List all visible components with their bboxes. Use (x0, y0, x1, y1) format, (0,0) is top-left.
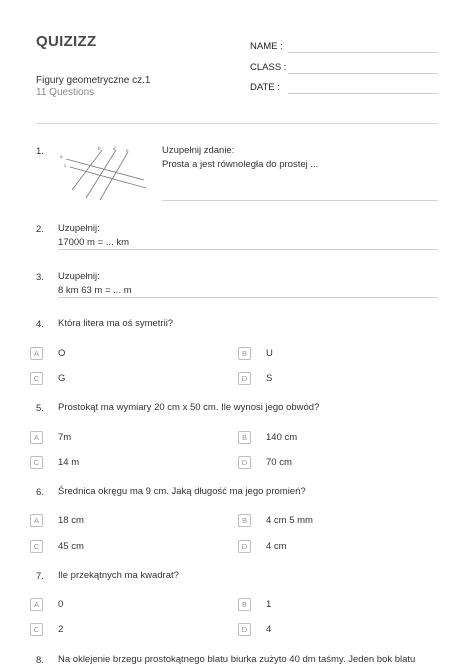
question-2-line-2: 17000 m = ... km (58, 237, 130, 248)
option-b-text: 1 (266, 599, 272, 610)
option-b-text: 4 cm 5 mm (266, 515, 313, 526)
option-a-box[interactable]: A (30, 514, 43, 527)
option-d-box[interactable]: D (238, 540, 251, 553)
option-a-text: O (58, 348, 66, 359)
question-8-number: 8. (36, 655, 44, 666)
option-a-box[interactable]: A (30, 347, 43, 360)
question-2-number: 2. (36, 224, 44, 235)
question-6-text: Średnica okręgu ma 9 cm. Jaką długość ma jego promień? (58, 486, 306, 497)
option-b-box[interactable]: B (238, 598, 251, 611)
option-b-text: 140 cm (266, 432, 298, 443)
option-c-box[interactable]: C (30, 372, 43, 385)
name-field[interactable] (288, 52, 438, 53)
option-c-text: 45 cm (58, 541, 84, 552)
question-3-line-2: 8 km 63 m = ... m (58, 285, 132, 296)
option-b-text: U (266, 348, 273, 359)
class-field[interactable] (288, 73, 438, 74)
option-a-box[interactable]: A (30, 431, 43, 444)
question-3-number: 3. (36, 272, 44, 283)
question-7-number: 7. (36, 571, 44, 582)
option-c-box[interactable]: C (30, 623, 43, 636)
name-label: NAME : (250, 41, 283, 52)
question-1-answer-line[interactable] (162, 200, 438, 201)
option-b-box[interactable]: B (238, 431, 251, 444)
option-b-box[interactable]: B (238, 347, 251, 360)
class-label: CLASS : (250, 62, 287, 73)
question-1-line-2: Prosta a jest równoległa do prostej ... (162, 159, 319, 170)
figure-label-a: a (60, 154, 63, 159)
question-count: 11 Questions (36, 87, 95, 98)
option-a-text: 0 (58, 599, 64, 610)
option-c-text: 14 m (58, 457, 80, 468)
question-6-number: 6. (36, 487, 44, 498)
question-1-line-1: Uzupełnij zdanie: (162, 145, 235, 156)
option-d-text: 70 cm (266, 457, 292, 468)
option-a-text: 7m (58, 432, 72, 443)
option-a-box[interactable]: A (30, 598, 43, 611)
question-2-line-1: Uzupełnij: (58, 223, 100, 234)
figure-label-b: b (98, 146, 101, 151)
quizizz-logo: QUIZIZZ (36, 33, 97, 50)
figure-label-e: e (126, 148, 129, 153)
question-1-number: 1. (36, 146, 44, 157)
question-8-text: Na oklejenie brzegu prostokątnego blatu biurka zużyto 40 dm taśmy. Jeden bok blatu (58, 654, 416, 665)
option-d-box[interactable]: D (238, 456, 251, 469)
worksheet-title: Figury geometryczne cz.1 (36, 75, 151, 86)
question-4-text: Która litera ma oś symetrii? (58, 318, 174, 329)
header-divider (36, 123, 438, 124)
figure-label-d: d (113, 146, 116, 151)
option-c-text: G (58, 373, 66, 384)
option-b-box[interactable]: B (238, 514, 251, 527)
question-5-number: 5. (36, 403, 44, 414)
figure-label-c: c (64, 163, 67, 168)
question-7-text: Ile przekątnych ma kwadrat? (58, 570, 179, 581)
option-d-text: 4 cm (266, 541, 287, 552)
option-d-box[interactable]: D (238, 372, 251, 385)
question-2-answer-line[interactable] (58, 249, 438, 250)
question-3-answer-line[interactable] (58, 297, 438, 298)
option-c-text: 2 (58, 624, 64, 635)
question-4-number: 4. (36, 319, 44, 330)
question-3-line-1: Uzupełnij: (58, 271, 100, 282)
question-5-text: Prostokąt ma wymiary 20 cm x 50 cm. Ile wynosi jego obwód? (58, 402, 320, 413)
option-c-box[interactable]: C (30, 540, 43, 553)
option-a-text: 18 cm (58, 515, 84, 526)
option-d-box[interactable]: D (238, 623, 251, 636)
option-d-text: S (266, 373, 273, 384)
option-c-box[interactable]: C (30, 456, 43, 469)
date-field[interactable] (288, 93, 438, 94)
date-label: DATE : (250, 82, 280, 93)
parallel-lines-figure (58, 146, 148, 204)
option-d-text: 4 (266, 624, 272, 635)
